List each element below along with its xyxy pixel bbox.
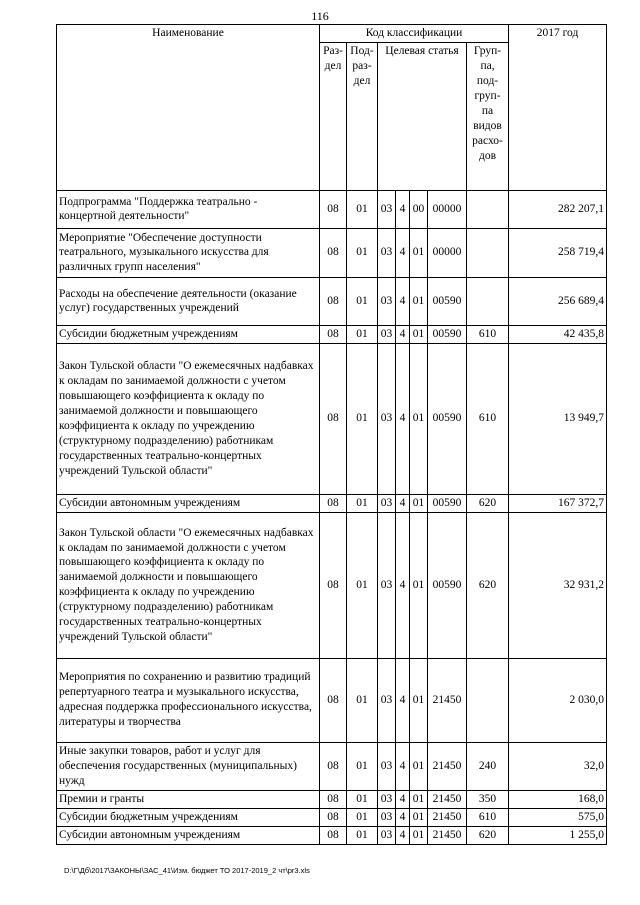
row-section: 08 <box>320 190 347 228</box>
row-target-program: 03 <box>378 228 396 277</box>
header-section: Раз-дел <box>320 42 347 190</box>
row-target-type: 4 <box>396 512 410 658</box>
row-section: 08 <box>320 790 347 808</box>
row-expense-type: 610 <box>467 343 509 494</box>
page-number: 116 <box>311 9 329 23</box>
row-amount: 32,0 <box>509 742 607 790</box>
row-target-item: 01 <box>410 494 428 512</box>
row-section: 08 <box>320 277 347 325</box>
row-target-direction: 00590 <box>428 494 467 512</box>
row-section: 08 <box>320 494 347 512</box>
row-name: Закон Тульской области "О ежемесячных надбавках к окладам по занимаемой должности с учетом повышающего коэффициента к окладу по занимаемой должности и повышающего коэффициента к окладу по учреждению (структурному подразделению) работникам государственных театрально-концертных учреждений Тульской области" <box>57 512 320 658</box>
row-section: 08 <box>320 826 347 844</box>
row-expense-type <box>467 190 509 228</box>
row-expense-type: 240 <box>467 742 509 790</box>
table-row <box>57 826 607 844</box>
row-target-program: 03 <box>378 790 396 808</box>
row-subsection: 01 <box>347 808 378 826</box>
row-target-item: 01 <box>410 742 428 790</box>
table-row <box>57 190 607 228</box>
row-expense-type <box>467 658 509 742</box>
row-target-direction: 00590 <box>428 512 467 658</box>
table-row <box>57 790 607 808</box>
table-row <box>57 343 607 494</box>
row-name: Подпрограмма "Поддержка театрально - концертной деятельности" <box>57 190 320 228</box>
row-expense-type: 620 <box>467 512 509 658</box>
table-row <box>57 325 607 343</box>
row-name: Субсидии бюджетным учреждениям <box>57 325 320 343</box>
row-section: 08 <box>320 808 347 826</box>
row-target-type: 4 <box>396 190 410 228</box>
row-section: 08 <box>320 228 347 277</box>
row-target-item: 01 <box>410 658 428 742</box>
row-target-type: 4 <box>396 494 410 512</box>
row-amount: 256 689,4 <box>509 277 607 325</box>
row-target-item: 01 <box>410 826 428 844</box>
row-subsection: 01 <box>347 658 378 742</box>
budget-table <box>56 24 607 845</box>
row-target-direction: 21450 <box>428 658 467 742</box>
row-target-program: 03 <box>378 494 396 512</box>
row-expense-type: 610 <box>467 808 509 826</box>
header-name: Наименование <box>57 25 320 191</box>
row-name: Иные закупки товаров, работ и услуг для обеспечения государственных (муниципальных) нужд <box>57 742 320 790</box>
table-row <box>57 512 607 658</box>
row-target-program: 03 <box>378 826 396 844</box>
row-target-direction: 00590 <box>428 325 467 343</box>
row-subsection: 01 <box>347 325 378 343</box>
row-subsection: 01 <box>347 826 378 844</box>
row-expense-type <box>467 228 509 277</box>
row-target-item: 01 <box>410 343 428 494</box>
row-name: Премии и гранты <box>57 790 320 808</box>
row-target-direction: 21450 <box>428 790 467 808</box>
row-name: Субсидии автономным учреждениям <box>57 826 320 844</box>
row-expense-type: 350 <box>467 790 509 808</box>
row-target-program: 03 <box>378 512 396 658</box>
row-target-type: 4 <box>396 790 410 808</box>
row-target-program: 03 <box>378 658 396 742</box>
row-amount: 282 207,1 <box>509 190 607 228</box>
row-target-item: 01 <box>410 790 428 808</box>
row-name: Субсидии автономным учреждениям <box>57 494 320 512</box>
row-subsection: 01 <box>347 343 378 494</box>
row-target-direction: 00590 <box>428 277 467 325</box>
row-amount: 167 372,7 <box>509 494 607 512</box>
row-subsection: 01 <box>347 790 378 808</box>
row-section: 08 <box>320 325 347 343</box>
row-target-type: 4 <box>396 325 410 343</box>
row-target-type: 4 <box>396 343 410 494</box>
row-target-direction: 21450 <box>428 808 467 826</box>
row-amount: 42 435,8 <box>509 325 607 343</box>
row-name: Субсидии бюджетным учреждениям <box>57 808 320 826</box>
row-target-direction: 00000 <box>428 190 467 228</box>
header-code-group: Код классификации <box>320 25 509 43</box>
row-name: Закон Тульской области "О ежемесячных надбавках к окладам по занимаемой должности с учетом повышающего коэффициента к окладу по занимаемой должности и повышающего коэффициента к окладу по учреждению (структурному подразделению) работникам государственных театрально-концертных учреждений Тульской области" <box>57 343 320 494</box>
table-row <box>57 228 607 277</box>
row-amount: 32 931,2 <box>509 512 607 658</box>
table-row <box>57 808 607 826</box>
header-row-1 <box>57 25 607 43</box>
row-section: 08 <box>320 343 347 494</box>
row-target-direction: 21450 <box>428 742 467 790</box>
table-row <box>57 742 607 790</box>
row-target-direction: 00000 <box>428 228 467 277</box>
row-subsection: 01 <box>347 512 378 658</box>
row-expense-type: 620 <box>467 494 509 512</box>
row-name: Мероприятия по сохранению и развитию традиций репертуарного театра и музыкального искусства, адресная поддержка профессионального искусства, литературы и творчества <box>57 658 320 742</box>
row-target-program: 03 <box>378 277 396 325</box>
row-subsection: 01 <box>347 190 378 228</box>
row-target-program: 03 <box>378 343 396 494</box>
row-name: Расходы на обеспечение деятельности (оказание услуг) государственных учреждений <box>57 277 320 325</box>
header-subsection: Под-раз-дел <box>347 42 378 190</box>
row-target-type: 4 <box>396 742 410 790</box>
row-amount: 13 949,7 <box>509 343 607 494</box>
row-target-program: 03 <box>378 742 396 790</box>
row-expense-type: 620 <box>467 826 509 844</box>
row-target-item: 01 <box>410 512 428 658</box>
row-target-program: 03 <box>378 325 396 343</box>
row-target-type: 4 <box>396 658 410 742</box>
row-amount: 258 719,4 <box>509 228 607 277</box>
header-target: Целевая статья <box>378 42 467 190</box>
row-section: 08 <box>320 742 347 790</box>
file-path-footer: D:\Г\Дб\2017\ЗАКОНЫ\ЗАС_41\Изм. бюджет ТО 2017-2019_2 чт\pr3.xls <box>64 866 310 875</box>
table-row <box>57 494 607 512</box>
header-year: 2017 год <box>509 25 607 191</box>
row-section: 08 <box>320 658 347 742</box>
row-target-program: 03 <box>378 190 396 228</box>
row-amount: 575,0 <box>509 808 607 826</box>
row-subsection: 01 <box>347 228 378 277</box>
row-target-item: 01 <box>410 277 428 325</box>
row-target-type: 4 <box>396 826 410 844</box>
row-amount: 168,0 <box>509 790 607 808</box>
row-target-item: 01 <box>410 325 428 343</box>
row-target-item: 00 <box>410 190 428 228</box>
row-name: Мероприятие "Обеспечение доступности театрального, музыкального искусства для различных групп населения" <box>57 228 320 277</box>
row-target-type: 4 <box>396 808 410 826</box>
table-row <box>57 277 607 325</box>
header-expense: Груп-па, под-груп-па видов расхо-дов <box>467 42 509 190</box>
row-target-direction: 21450 <box>428 826 467 844</box>
row-amount: 2 030,0 <box>509 658 607 742</box>
row-section: 08 <box>320 512 347 658</box>
row-target-item: 01 <box>410 808 428 826</box>
row-target-direction: 00590 <box>428 343 467 494</box>
row-target-item: 01 <box>410 228 428 277</box>
row-subsection: 01 <box>347 494 378 512</box>
row-expense-type: 610 <box>467 325 509 343</box>
row-subsection: 01 <box>347 742 378 790</box>
row-expense-type <box>467 277 509 325</box>
row-target-program: 03 <box>378 808 396 826</box>
row-amount: 1 255,0 <box>509 826 607 844</box>
row-subsection: 01 <box>347 277 378 325</box>
row-target-type: 4 <box>396 228 410 277</box>
row-target-type: 4 <box>396 277 410 325</box>
table-row <box>57 658 607 742</box>
